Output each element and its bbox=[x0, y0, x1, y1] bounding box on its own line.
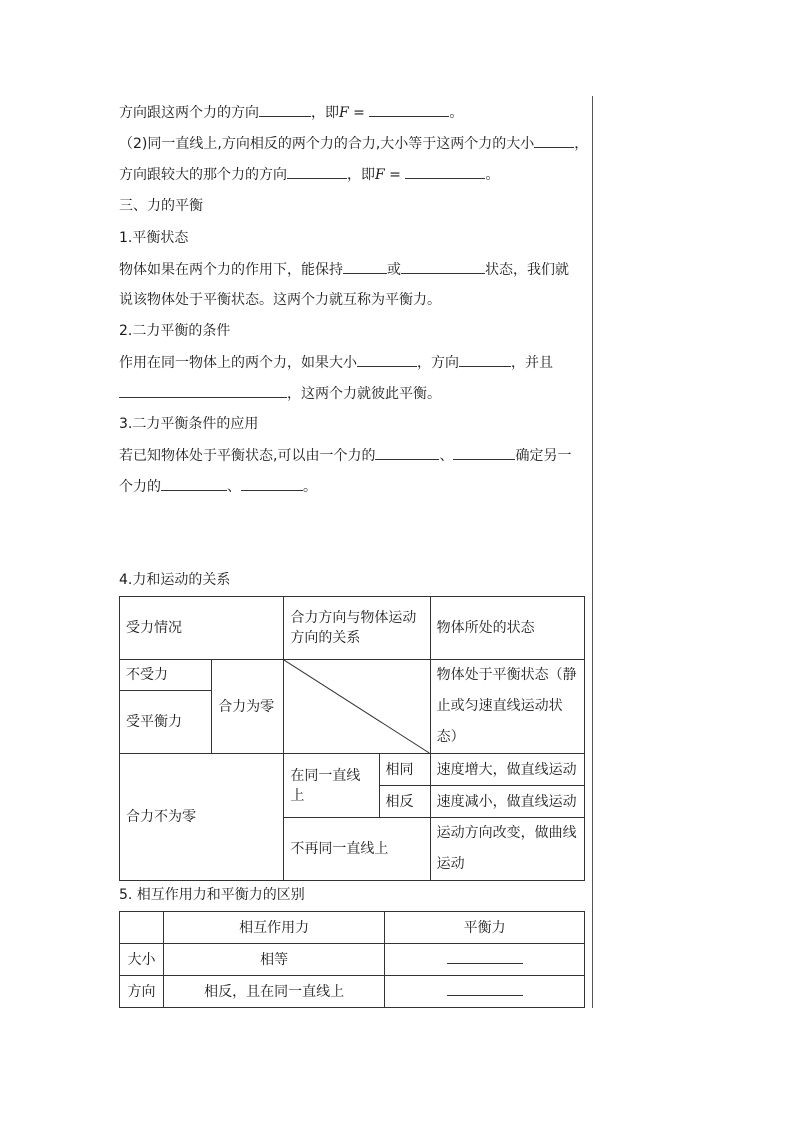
fill-blank[interactable] bbox=[447, 949, 523, 964]
table-cell: 相反 bbox=[379, 786, 430, 818]
fill-blank[interactable] bbox=[369, 102, 449, 117]
fill-blank[interactable] bbox=[447, 981, 523, 996]
text: 。 bbox=[303, 479, 317, 495]
text: 若已知物体处于平衡状态,可以由一个力的 bbox=[119, 448, 376, 464]
table-cell: 受平衡力 bbox=[120, 691, 212, 754]
fill-blank[interactable] bbox=[405, 164, 485, 179]
table-cell: 方向 bbox=[120, 976, 164, 1008]
text: = bbox=[348, 105, 370, 121]
table-cell bbox=[385, 976, 585, 1008]
paragraph-3-line-1 bbox=[119, 445, 571, 466]
fill-blank[interactable] bbox=[287, 164, 347, 179]
fill-blank[interactable] bbox=[453, 445, 515, 460]
table-header-cell: 相互作用力 bbox=[163, 912, 384, 944]
diagonal-empty-cell bbox=[284, 660, 430, 754]
table-cell: 相反，且在同一直线上 bbox=[163, 976, 384, 1008]
text: 方向跟这两个力的方向 bbox=[119, 105, 259, 121]
paragraph-2-line-1 bbox=[119, 352, 553, 373]
table-cell: 物体处于平衡状态（静止或匀速直线运动状态） bbox=[430, 660, 584, 754]
text: ， bbox=[574, 136, 589, 152]
paragraph-1-line-1 bbox=[119, 259, 569, 280]
variable-f: F bbox=[339, 105, 349, 121]
fill-blank[interactable] bbox=[259, 102, 311, 117]
table-cell: 在同一直线上 bbox=[284, 754, 379, 818]
subsection-4-title: 4.力和运动的关系 bbox=[119, 572, 231, 588]
diagonal-line bbox=[284, 660, 429, 753]
table-cell: 速度增大，做直线运动 bbox=[430, 754, 584, 786]
table-cell: 相等 bbox=[163, 944, 384, 976]
paragraph-3-line-2 bbox=[119, 476, 317, 497]
table-header-cell: 平衡力 bbox=[385, 912, 585, 944]
fill-blank[interactable] bbox=[357, 352, 417, 367]
table-cell bbox=[385, 944, 585, 976]
fill-blank[interactable] bbox=[343, 259, 387, 274]
table-header-cell: 物体所处的状态 bbox=[430, 597, 584, 660]
section-heading-3: 三、力的平衡 bbox=[119, 198, 203, 214]
paragraph-1-line-2: 说该物体处于平衡状态。这两个力就互称为平衡力。 bbox=[119, 292, 441, 308]
text: ，并且 bbox=[511, 355, 553, 371]
text: 作用在同一物体上的两个力，如果大小 bbox=[119, 355, 357, 371]
text: 个力的 bbox=[119, 479, 161, 495]
fill-blank[interactable] bbox=[119, 383, 287, 398]
fill-blank[interactable] bbox=[459, 352, 511, 367]
text: 、 bbox=[439, 448, 454, 464]
table-cell: 速度减小，做直线运动 bbox=[430, 786, 584, 818]
table-cell: 合力为零 bbox=[212, 660, 284, 754]
table-header-cell bbox=[120, 912, 164, 944]
text: 、 bbox=[227, 479, 241, 495]
force-motion-table bbox=[119, 596, 585, 881]
fill-blank[interactable] bbox=[401, 259, 485, 274]
table-cell: 大小 bbox=[120, 944, 164, 976]
text: 。 bbox=[449, 105, 464, 121]
table-cell: 不再同一直线上 bbox=[284, 818, 430, 881]
fill-blank[interactable] bbox=[375, 445, 439, 460]
force-comparison-table bbox=[119, 911, 585, 1008]
table-header-cell: 合力方向与物体运动方向的关系 bbox=[284, 597, 430, 660]
text: ，即 bbox=[311, 105, 339, 121]
table-cell: 合力不为零 bbox=[120, 754, 284, 881]
fill-blank[interactable] bbox=[534, 133, 574, 148]
fill-blank[interactable] bbox=[241, 476, 303, 491]
subsection-5-title: 5. 相互作用力和平衡力的区别 bbox=[119, 887, 305, 903]
subsection-3-title: 3.二力平衡条件的应用 bbox=[119, 416, 259, 432]
text: ，这两个力就彼此平衡。 bbox=[287, 386, 441, 402]
text: 。 bbox=[485, 167, 500, 183]
subsection-1-title: 1.平衡状态 bbox=[119, 230, 189, 246]
table-header-cell: 受力情况 bbox=[120, 597, 284, 660]
text: ，即 bbox=[347, 167, 375, 183]
page-margin-line bbox=[592, 96, 593, 1008]
text: 方向跟较大的那个力的方向 bbox=[119, 167, 287, 183]
subsection-2-title: 2.二力平衡的条件 bbox=[119, 323, 231, 339]
text-line-1 bbox=[119, 102, 463, 123]
paragraph-2-line-2 bbox=[119, 383, 441, 404]
variable-f: F bbox=[375, 167, 385, 183]
text-line-2 bbox=[119, 133, 588, 154]
text: （2)同一直线上,方向相反的两个力的合力,大小等于这两个力的大小 bbox=[119, 136, 535, 152]
table-cell: 相同 bbox=[379, 754, 430, 786]
text: ，方向 bbox=[417, 355, 459, 371]
text: 物体如果在两个力的作用下，能保持 bbox=[119, 262, 343, 278]
table-cell: 不受力 bbox=[120, 660, 212, 691]
text: = bbox=[384, 167, 406, 183]
text: 确定另一 bbox=[515, 448, 572, 464]
text: 或 bbox=[387, 262, 401, 278]
text-line-3 bbox=[119, 164, 499, 185]
text: 状态，我们就 bbox=[485, 262, 569, 278]
table-cell: 运动方向改变，做曲线运动 bbox=[430, 818, 584, 881]
fill-blank[interactable] bbox=[161, 476, 227, 491]
